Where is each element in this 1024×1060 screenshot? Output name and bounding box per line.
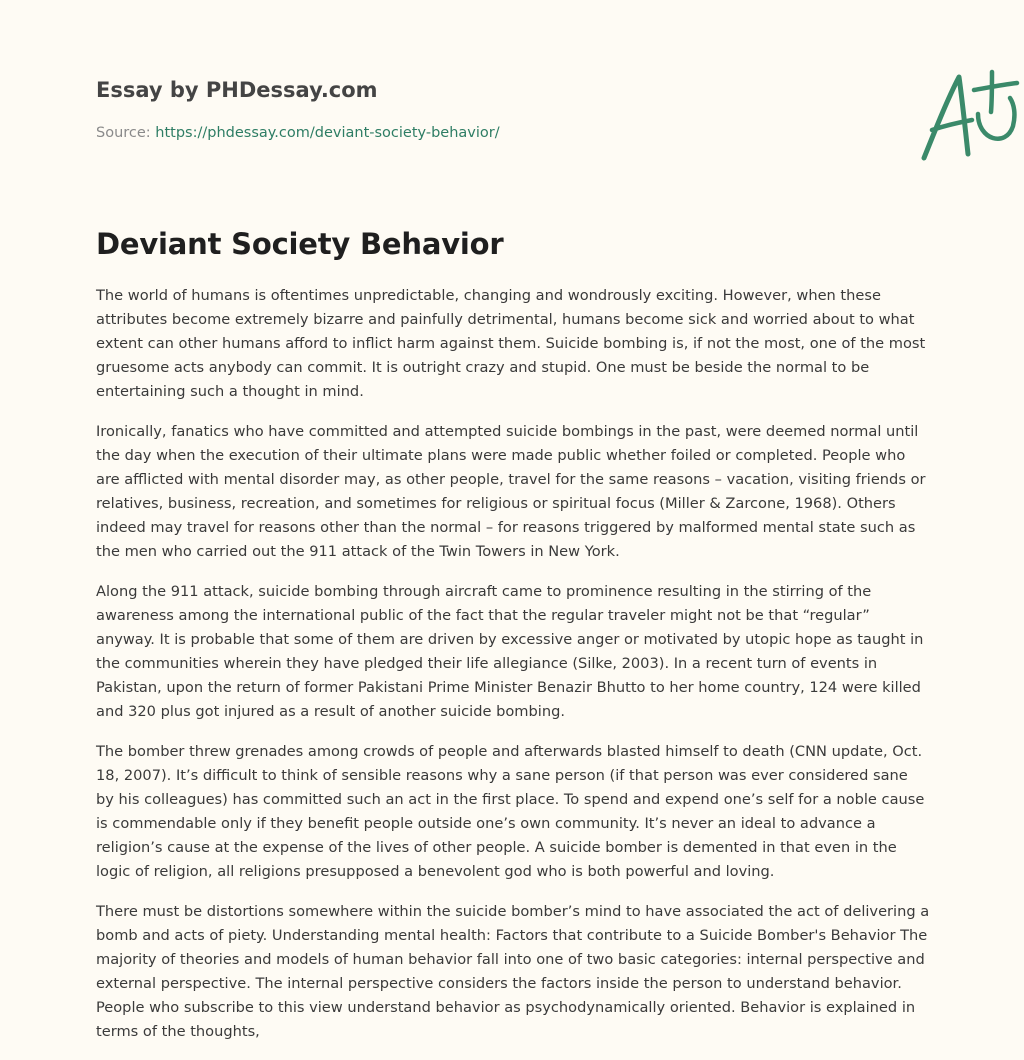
essay-paragraph: Ironically, fanatics who have committed and attempted suicide bombings in the past, were deemed normal until the day when the execution of their ultimate plans were made public whether foiled or completed. People who are afflicted with mental disorder may, as other people, travel for the same reasons – vacation, visiting friends or relatives, business, recreation, and sometimes for religious or spiritual focus (Miller & Zarcone, 1968). Others indeed may travel for reasons other than the normal – for reasons triggered by malformed mental state such as the men who carried out the 911 attack of the Twin Towers in New York. xyxy=(96,423,926,560)
a-plus-logo-icon xyxy=(918,68,1022,164)
essay-paragraph: Along the 911 attack, suicide bombing through aircraft came to prominence resulting in the stirring of the awareness among the international public of the fact that the regular traveler might not be that “regular” anyway. It is probable that some of them are driven by excessive anger or motivated by utopic hope as taught in the communities wherein they have pledged their life allegiance (Silke, 2003). In a recent turn of events in Pakistan, upon the return of former Pakistani Prime Minister Benazir Bhutto to her home country, 124 were killed and 320 plus got injured as a result of another suicide bombing. xyxy=(96,583,924,720)
source-label: Source: xyxy=(96,125,156,141)
source-line xyxy=(96,123,500,143)
essay-paragraph: The bomber threw grenades among crowds of people and afterwards blasted himself to death (CNN update, Oct. 18, 2007). It’s difficult to think of sensible reasons why a sane person (if that person was ever considered sane by his colleagues) has committed such an act in the first place. To spend and expend one’s self for a noble cause is commendable only if they benefit people outside one’s own community. It’s never an ideal to advance a religion’s cause at the expense of the lives of other people. A suicide bomber is demented in that even in the logic of religion, all religions presupposed a benevolent god who is both powerful and loving. xyxy=(96,743,925,880)
essay-paragraph: There must be distortions somewhere within the suicide bomber’s mind to have associated the act of delivering a bomb and acts of piety. Understanding mental health: Factors that contribute to a Suicide Bomber's Behavior The majority of theories and models of human behavior fall into one of two basic categories: internal perspective and external perspective. The internal perspective considers the factors inside the person to understand behavior. People who subscribe to this view understand behavior as psychodynamically oriented. Behavior is explained in terms of the thoughts, xyxy=(96,903,930,1040)
source-link[interactable]: https://phdessay.com/deviant-society-behavior/ xyxy=(155,125,500,141)
site-title: Essay by PHDessay.com xyxy=(96,78,378,102)
essay-paragraph: The world of humans is oftentimes unpredictable, changing and wondrously exciting. However, when these attributes become extremely bizarre and painfully detrimental, humans become sick and worried about to what extent can other humans afford to inflict harm against them. Suicide bombing is, if not the most, one of the most gruesome acts anybody can commit. It is outright crazy and stupid. One must be beside the normal to be entertaining such a thought in mind. xyxy=(96,287,926,400)
essay-body xyxy=(96,284,930,1060)
essay-title: Deviant Society Behavior xyxy=(96,227,504,261)
